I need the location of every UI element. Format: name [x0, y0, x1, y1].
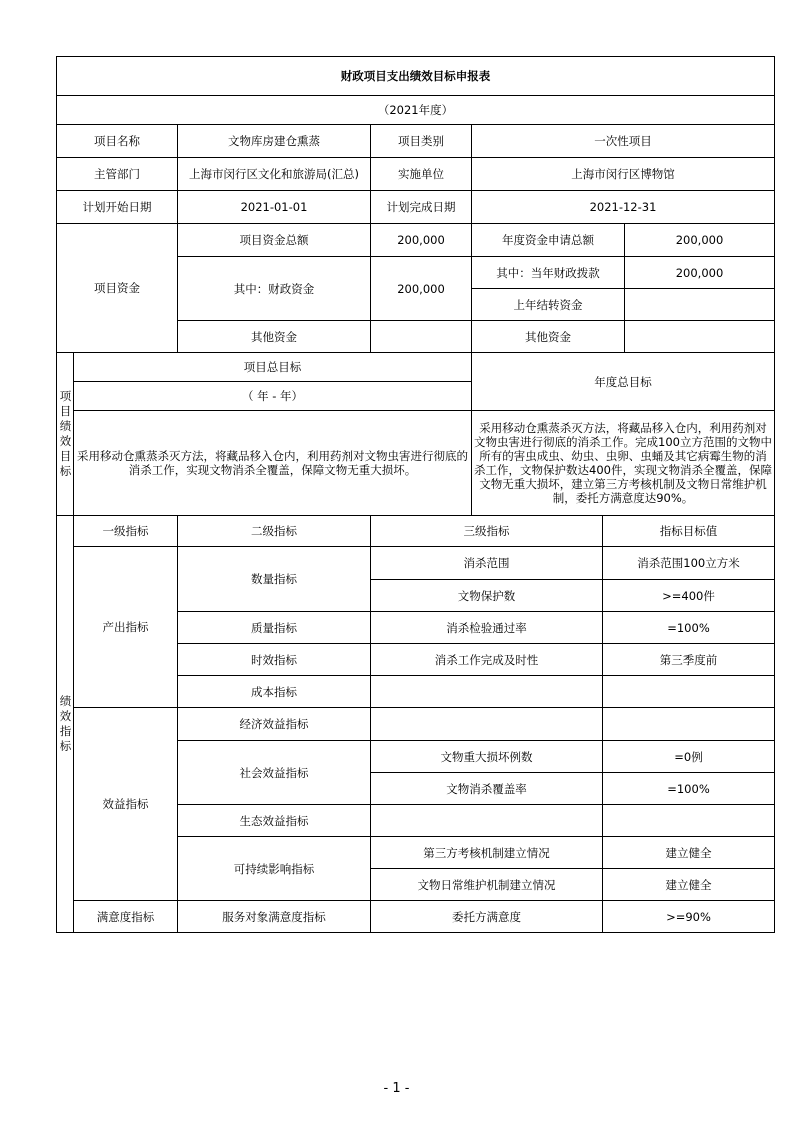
annual-goal-header: 年度总目标 — [472, 353, 775, 411]
overall-goal-text: 采用移动仓熏蒸杀灭方法，将藏品移入仓内，利用药剂对文物虫害进行彻底的消杀工作，实现文物消杀全覆盖，保障文物无重大损坏。 — [74, 411, 472, 516]
indicator-name: 第三方考核机制建立情况 — [371, 837, 603, 869]
start-date-value: 2021-01-01 — [178, 191, 371, 224]
indicator-name: 文物日常维护机制建立情况 — [371, 869, 603, 901]
indicator-value: 建立健全 — [603, 869, 775, 901]
funds-other-label: 其他资金 — [178, 321, 371, 353]
indicator-value: 第三季度前 — [603, 644, 775, 676]
start-date-label: 计划开始日期 — [57, 191, 178, 224]
funds-current-value: 200,000 — [625, 257, 775, 289]
benefit-indicators-label: 效益指标 — [74, 708, 178, 901]
indicator-value: =100% — [603, 773, 775, 805]
indicator-value: 消杀范围100立方米 — [603, 547, 775, 580]
funds-label: 项目资金 — [57, 224, 178, 353]
quality-indicator: 质量指标 — [178, 612, 371, 644]
page-number: - 1 - — [383, 1081, 410, 1096]
indicator-value: >=90% — [603, 901, 775, 933]
indicator-name: 消杀范围 — [371, 547, 603, 580]
funds-other-label-2: 其他资金 — [472, 321, 625, 353]
indicator-value — [603, 676, 775, 708]
indicator-name — [371, 708, 603, 741]
goal-period: （ 年 - 年） — [74, 382, 472, 411]
form-title: 财政项目支出绩效目标申报表 — [57, 57, 775, 96]
sustainability-indicator: 可持续影响指标 — [178, 837, 371, 901]
project-type-label: 项目类别 — [371, 125, 472, 158]
indicator-name — [371, 805, 603, 837]
end-date-value: 2021-12-31 — [472, 191, 775, 224]
form-year: （2021年度） — [57, 96, 775, 125]
funds-carry-value — [625, 289, 775, 321]
dept-value: 上海市闵行区文化和旅游局(汇总) — [178, 158, 371, 191]
output-indicators-label: 产出指标 — [74, 547, 178, 708]
funds-annual-value: 200,000 — [625, 224, 775, 257]
indicator-value: 建立健全 — [603, 837, 775, 869]
indicator-name — [371, 676, 603, 708]
indicator-name: 消杀检验通过率 — [371, 612, 603, 644]
satisfaction-indicators-label: 满意度指标 — [74, 901, 178, 933]
funds-fiscal-value: 200,000 — [371, 257, 472, 321]
indicator-value: =100% — [603, 612, 775, 644]
indicator-value: =0例 — [603, 741, 775, 773]
funds-other-value — [371, 321, 472, 353]
header-target: 指标目标值 — [603, 516, 775, 547]
indicator-value: >=400件 — [603, 580, 775, 612]
indicator-name: 委托方满意度 — [371, 901, 603, 933]
funds-other-value-2 — [625, 321, 775, 353]
social-indicator: 社会效益指标 — [178, 741, 371, 805]
service-satisfaction-indicator: 服务对象满意度指标 — [178, 901, 371, 933]
header-level2: 二级指标 — [178, 516, 371, 547]
project-type-value: 一次性项目 — [472, 125, 775, 158]
timeliness-indicator: 时效指标 — [178, 644, 371, 676]
goals-section-label: 项目绩效目标 — [57, 353, 74, 516]
cost-indicator: 成本指标 — [178, 676, 371, 708]
indicators-section-label: 绩效指标 — [57, 516, 74, 933]
dept-label: 主管部门 — [57, 158, 178, 191]
ecological-indicator: 生态效益指标 — [178, 805, 371, 837]
header-level1: 一级指标 — [74, 516, 178, 547]
project-name-label: 项目名称 — [57, 125, 178, 158]
funds-current-label: 其中：当年财政拨款 — [472, 257, 625, 289]
annual-goal-text: 采用移动仓熏蒸杀灭方法，将藏品移入仓内，利用药剂对文物虫害进行彻底的消杀工作。完成100立方范围的文物中所有的害虫成虫、幼虫、虫卵、虫蛹及其它病霉生物的消杀工作，文物保护数达400件，实现文物消杀全覆盖，保障文物无重大损坏，建立第三方考核机制及文物日常维护机制，委托方满意度达90%。 — [472, 411, 775, 516]
economic-indicator: 经济效益指标 — [178, 708, 371, 741]
unit-label: 实施单位 — [371, 158, 472, 191]
project-name-value: 文物库房建仓熏蒸 — [178, 125, 371, 158]
overall-goal-header: 项目总目标 — [74, 353, 472, 382]
indicator-value — [603, 708, 775, 741]
funds-annual-label: 年度资金申请总额 — [472, 224, 625, 257]
indicator-value — [603, 805, 775, 837]
funds-carry-label: 上年结转资金 — [472, 289, 625, 321]
unit-value: 上海市闵行区博物馆 — [472, 158, 775, 191]
funds-total-label: 项目资金总额 — [178, 224, 371, 257]
indicator-name: 文物重大损坏例数 — [371, 741, 603, 773]
funds-fiscal-label: 其中：财政资金 — [178, 257, 371, 321]
indicator-name: 消杀工作完成及时性 — [371, 644, 603, 676]
funds-total-value: 200,000 — [371, 224, 472, 257]
quantity-indicator: 数量指标 — [178, 547, 371, 612]
indicator-name: 文物消杀覆盖率 — [371, 773, 603, 805]
end-date-label: 计划完成日期 — [371, 191, 472, 224]
performance-target-table — [56, 56, 775, 933]
header-level3: 三级指标 — [371, 516, 603, 547]
indicator-name: 文物保护数 — [371, 580, 603, 612]
